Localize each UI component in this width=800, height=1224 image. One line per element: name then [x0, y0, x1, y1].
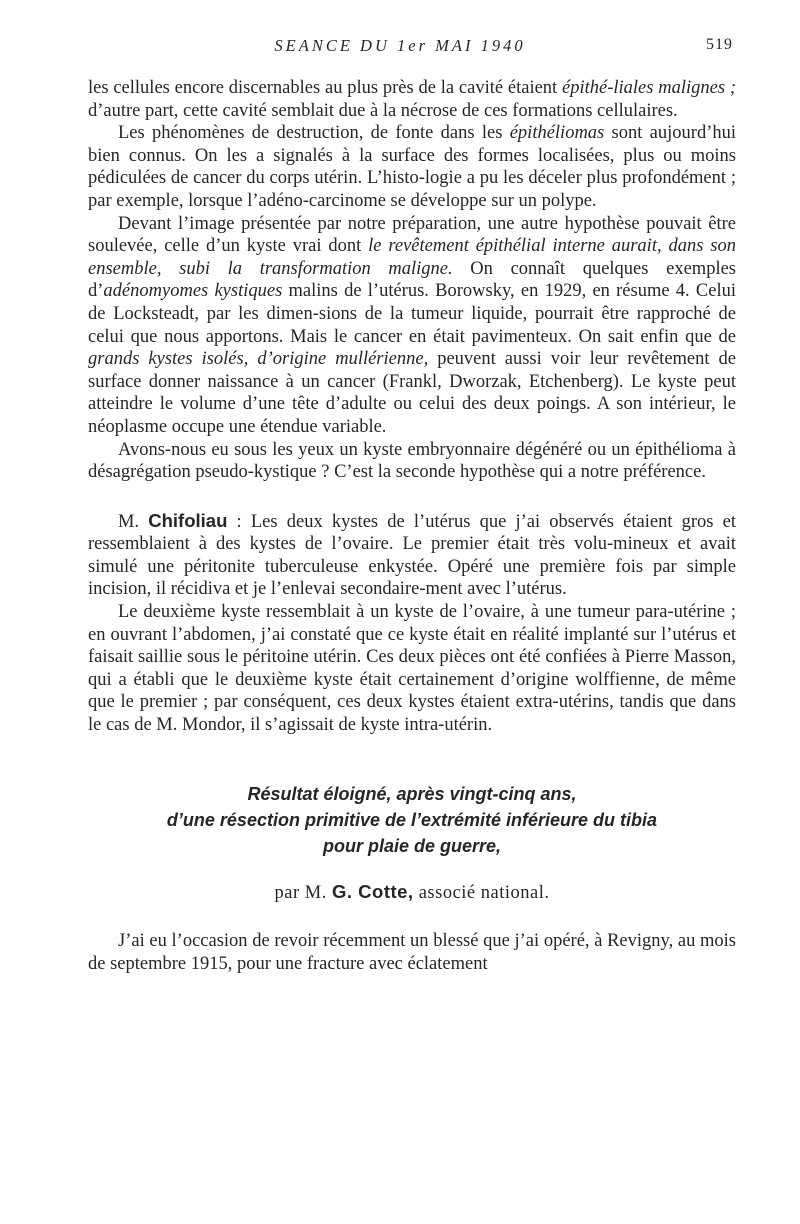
text-run: On connaît quelques exemples d’	[88, 258, 736, 302]
page-number: 519	[706, 36, 733, 53]
speaker-name: Chifoliau	[148, 509, 228, 531]
text-run: les cellules encore discernables au plus près de la cavité étaient	[88, 78, 562, 98]
byline-prefix: par M.	[274, 882, 332, 903]
text-run: Devant l’image présentée par notre préparation, une autre hypothèse pouvait être soulevée, celle d’un kyste vrai dont	[88, 213, 736, 257]
italic-run: adénomyomes kystiques	[103, 281, 283, 302]
article-title-line: d’une résection primitive de l’extrémité inférieure du tibia	[166, 809, 658, 830]
byline-author: G. Cotte,	[331, 880, 414, 902]
paragraph-5-discussion	[88, 510, 736, 601]
text-run: : Les deux kystes de l’utérus que j’ai observés étaient gros et ressemblaient à des kystes de l’ovaire. Le premier était très volu-mineux et avait simulé une péritonite tuberculeuse enkystée. Opéré une première fois par simple incision, il récidiva et je l’enlevai secondaire-ment avec l’utérus.	[88, 511, 736, 600]
running-title: SEANCE DU 1er MAI 1940	[274, 36, 526, 55]
article-title-line: pour plaie de guerre,	[322, 835, 502, 856]
text-run: malins de l’utérus. Borowsky, en 1929, en résume 4. Celui de Locksteadt, par les dimen-sions de la tumeur liquide, pourrait être rapproché de celui que nous apportons. Mais le cancer en était pavimenteux. On sait enfin que de	[88, 281, 736, 347]
italic-run: grands kystes isolés, d’origine mullérienne,	[88, 349, 429, 370]
article-intro-paragraph: J’ai eu l’occasion de revoir récemment un blessé que j’ai opéré, à Revigny, au mois de septembre 1915, pour une fracture avec éclatement	[88, 931, 736, 974]
paragraph-2	[88, 122, 736, 212]
paragraph-3	[88, 213, 736, 439]
paragraph-1	[88, 77, 736, 122]
article-title-line: Résultat éloigné, après vingt-cinq ans,	[247, 783, 577, 804]
text-run: sont aujourd’hui bien connus. On les a signalés à la surface des formes localisées, plus ou moins pédiculées de cancer du corps utérin. L’histo-logie a pu les déceler plus profondément ; par exemple, lorsque l’adéno-carcinome se développe sur un polype.	[88, 123, 736, 211]
speaker-prefix: M.	[118, 511, 149, 532]
text-run: peuvent aussi voir leur revêtement de surface donner naissance à un cancer (Frankl, Dworzak, Etchenberg). Le kyste peut atteindre le volume d’une tête d’adulte ou celui des deux poings. A son intérieur, le néoplasme occupe une étendue variable.	[88, 349, 736, 437]
italic-run: épithé-liales malignes ;	[562, 78, 737, 98]
italic-run: épithéliomas	[509, 123, 605, 144]
article-title	[88, 781, 736, 859]
article-byline	[88, 881, 736, 905]
body-text	[88, 77, 736, 975]
italic-run: le revêtement épithélial interne aurait, dans son ensemble, subi la transformation maligne.	[88, 236, 736, 279]
text-run: Les phénomènes de destruction, de fonte dans les	[118, 123, 510, 144]
text-run: d’autre part, cette cavité semblait due à la nécrose de ces formations cellulaires.	[88, 100, 678, 121]
paragraph-4: Avons-nous eu sous les yeux un kyste embryonnaire dégénéré ou un épithélioma à désagrégation pseudo-kystique ? C’est la seconde hypothèse qui a notre préférence.	[88, 439, 736, 483]
byline-suffix: associé national.	[413, 882, 550, 903]
paragraph-6: Le deuxième kyste ressemblait à un kyste de l’ovaire, à une tumeur para-utérine ; en ouvrant l’abdomen, j’ai constaté que ce kyste était en réalité implanté sur l’utérus et faisait saillie sous le péritoine utérin. Ces deux pièces ont été confiées à Pierre Masson, qui a établi que le deuxième kyste était certainement d’origine wolffienne, de même que le premier ; par conséquent, ces deux kystes étaient extra-utérins, tandis que dans le cas de M. Mondor, il s’agissait de kyste intra-utérin.	[88, 602, 736, 736]
running-header	[0, 36, 800, 62]
